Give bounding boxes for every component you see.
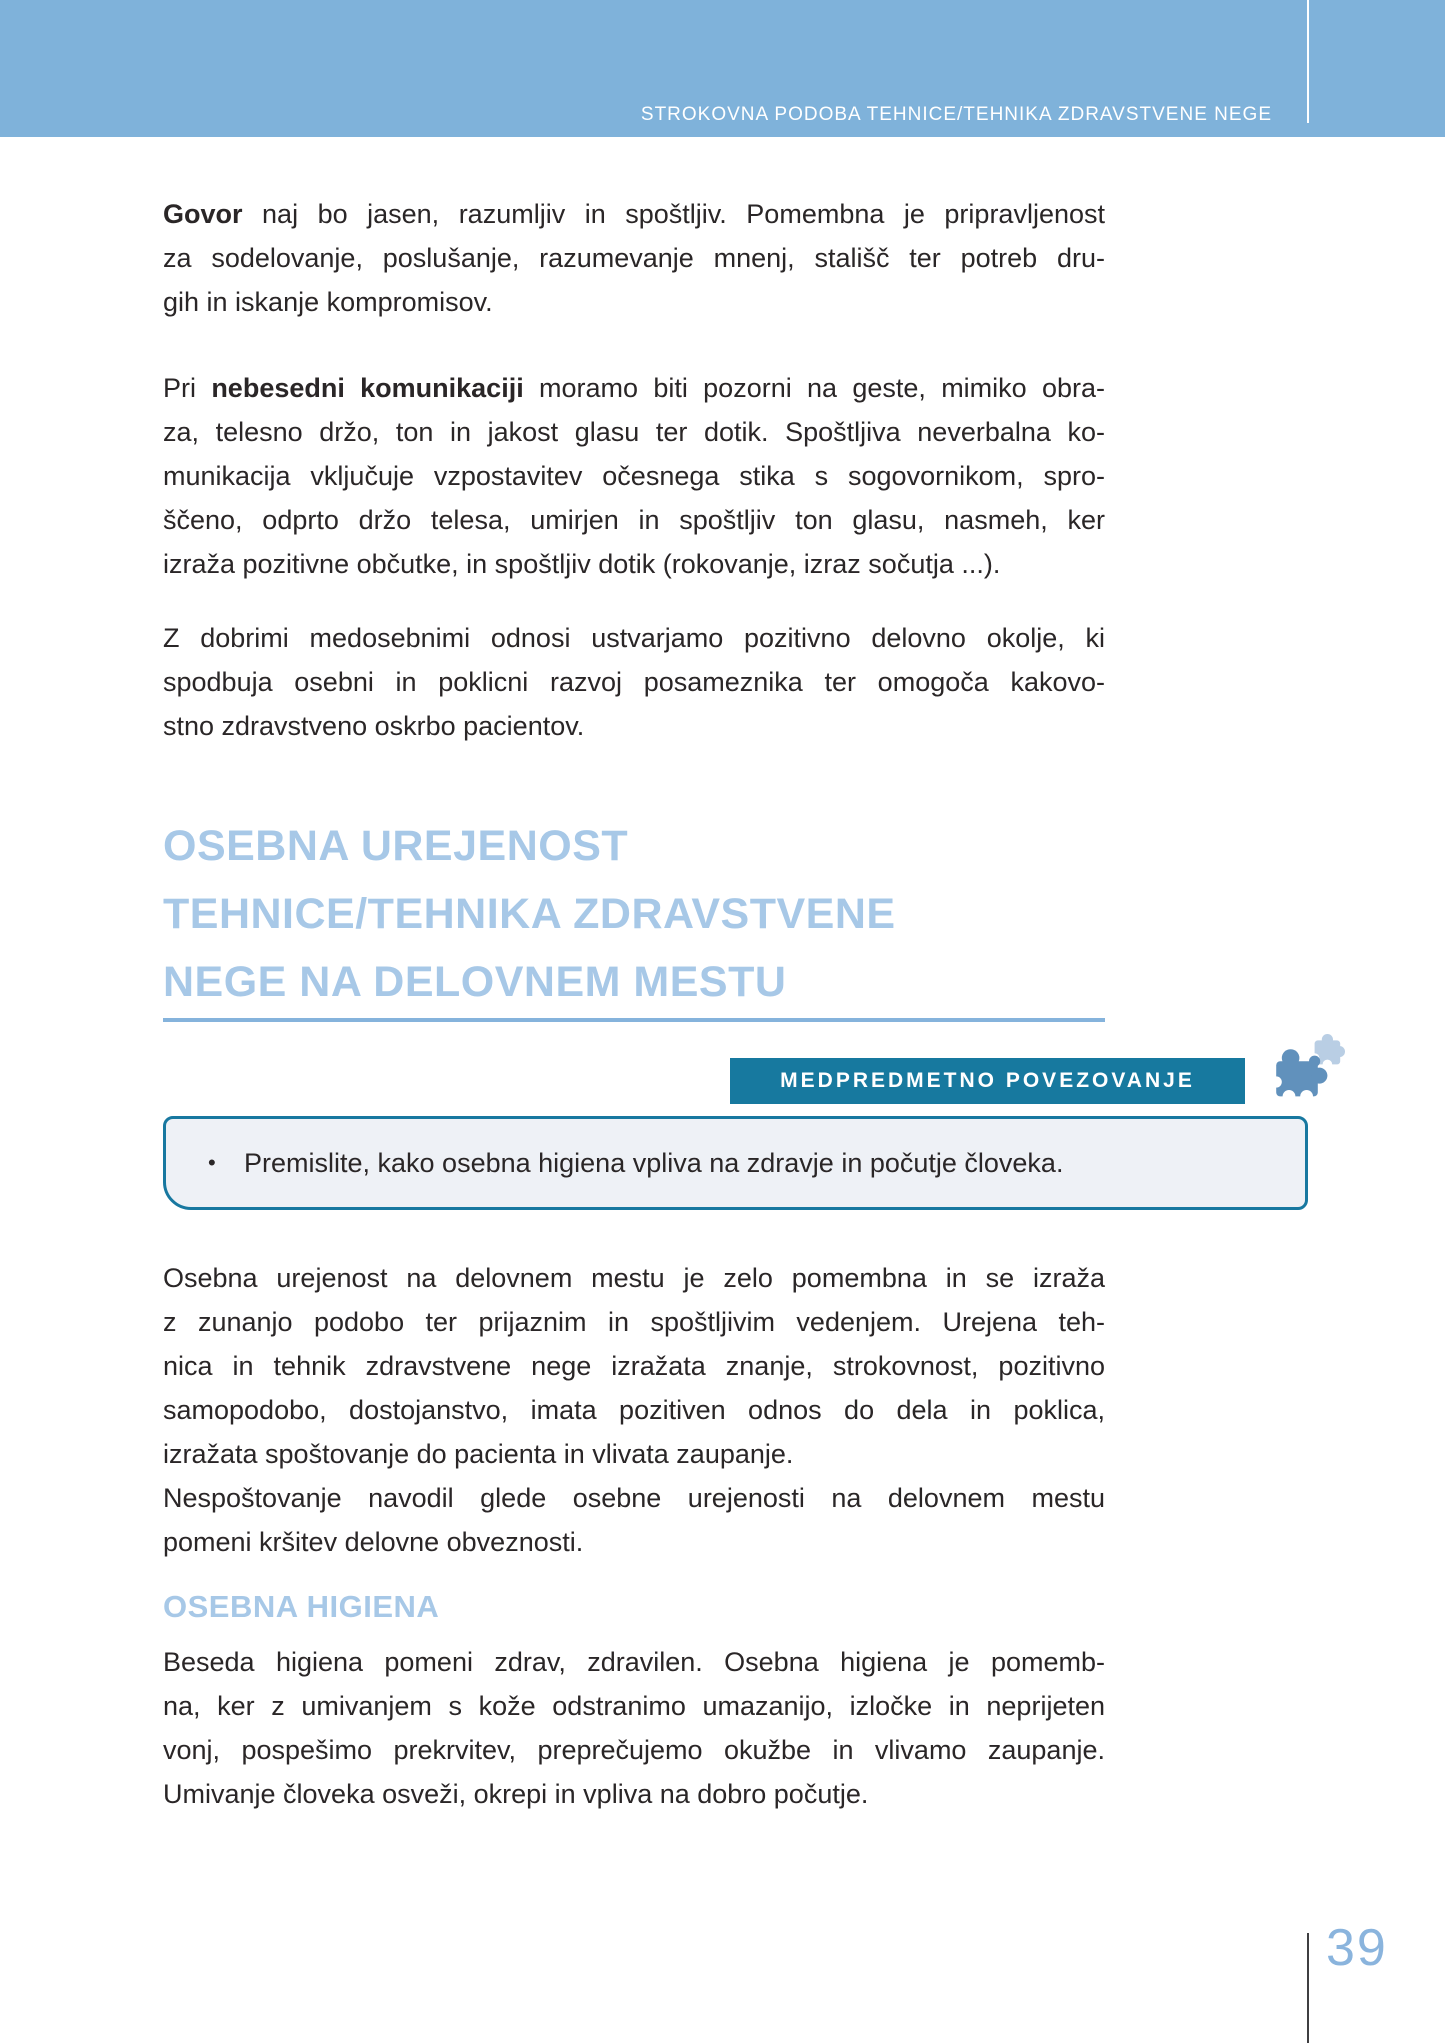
paragraph-osebna-higiena: Beseda higiena pomeni zdrav, zdravilen. Osebna higiena je pomemb- na, ker z umivanjem s kože odstranimo umazanijo, izločke in neprijeten vonj, pospešimo prekrvitev, preprečujemo okužbe in vlivamo zaupanje. Umivanje človeka osveži, okrepi in vpliva na dobro počutje. — [163, 1647, 1105, 1809]
interdisciplinary-banner: MEDPREDMETNO POVEZOVANJE — [730, 1058, 1245, 1104]
banner-row — [163, 1058, 1308, 1104]
footer-divider-line — [1307, 1933, 1309, 2043]
page-number: 39 — [1326, 1919, 1388, 1977]
paragraph-nespostovanje: Nespoštovanje navodil glede osebne urejenosti na delovnem mestu pomeni kršitev delovne obveznosti. — [163, 1483, 1105, 1557]
paragraph-medosebni-odnosi: Z dobrimi medosebnimi odnosi ustvarjamo pozitivno delovno okolje, ki spodbuja osebni in poklicni razvoj posameznika ter omogoča kakovo- stno zdravstveno oskrbo pacientov. — [163, 623, 1105, 741]
page-content — [163, 137, 1308, 1816]
title-underline — [163, 1018, 1105, 1022]
puzzle-icon — [1265, 1034, 1345, 1106]
paragraph-nebesedna-komunikacija: Pri nebesedni komunikaciji moramo biti pozorni na geste, mimiko obra- za, telesno držo, ton in jakost glasu ter dotik. Spoštljiva neverbalna ko- munikacija vključuje vzpostavitev očesnega stika s sogovornikom, spro- ščeno, odprto držo telesa, umirjen in spoštljiv ton glasu, nasmeh, ker izraža pozitivne občutke, in spoštljiv dotik (rokovanje, izraz sočutja ...). — [163, 373, 1106, 579]
paragraph-govor: Govor naj bo jasen, razumljiv in spoštljiv. Pomembna je pripravljenost za sodelovanje, poslušanje, razumevanje mnenj, stališč ter potreb dru- gih in iskanje kompromisov. — [163, 199, 1105, 317]
subsection-title: OSEBNA HIGIENA — [163, 1589, 440, 1624]
header-band — [0, 0, 1445, 137]
header-divider-line — [1307, 0, 1309, 123]
section-title: OSEBNA UREJENOST TEHNICE/TEHNIKA ZDRAVSTVENE NEGE NA DELOVNEM MESTU — [163, 822, 896, 1006]
callout-box — [163, 1116, 1308, 1210]
callout-text: Premislite, kako osebna higiena vpliva na zdravje in počutje človeka. — [244, 1147, 1064, 1178]
running-header-title: STROKOVNA PODOBA TEHNICE/TEHNIKA ZDRAVSTVENE NEGE — [640, 104, 1272, 125]
bullet-dot: • — [208, 1150, 216, 1175]
paragraph-osebna-urejenost: Osebna urejenost na delovnem mestu je zelo pomembna in se izraža z zunanjo podobo ter prijaznim in spoštljivim vedenjem. Urejena teh- nica in tehnik zdravstvene nege izražata znanje, strokovnost, pozitivno samopodobo, dostojanstvo, imata pozitiven odnos do dela in poklica, izražata spoštovanje do pacienta in vlivata zaupanje. — [163, 1263, 1105, 1469]
